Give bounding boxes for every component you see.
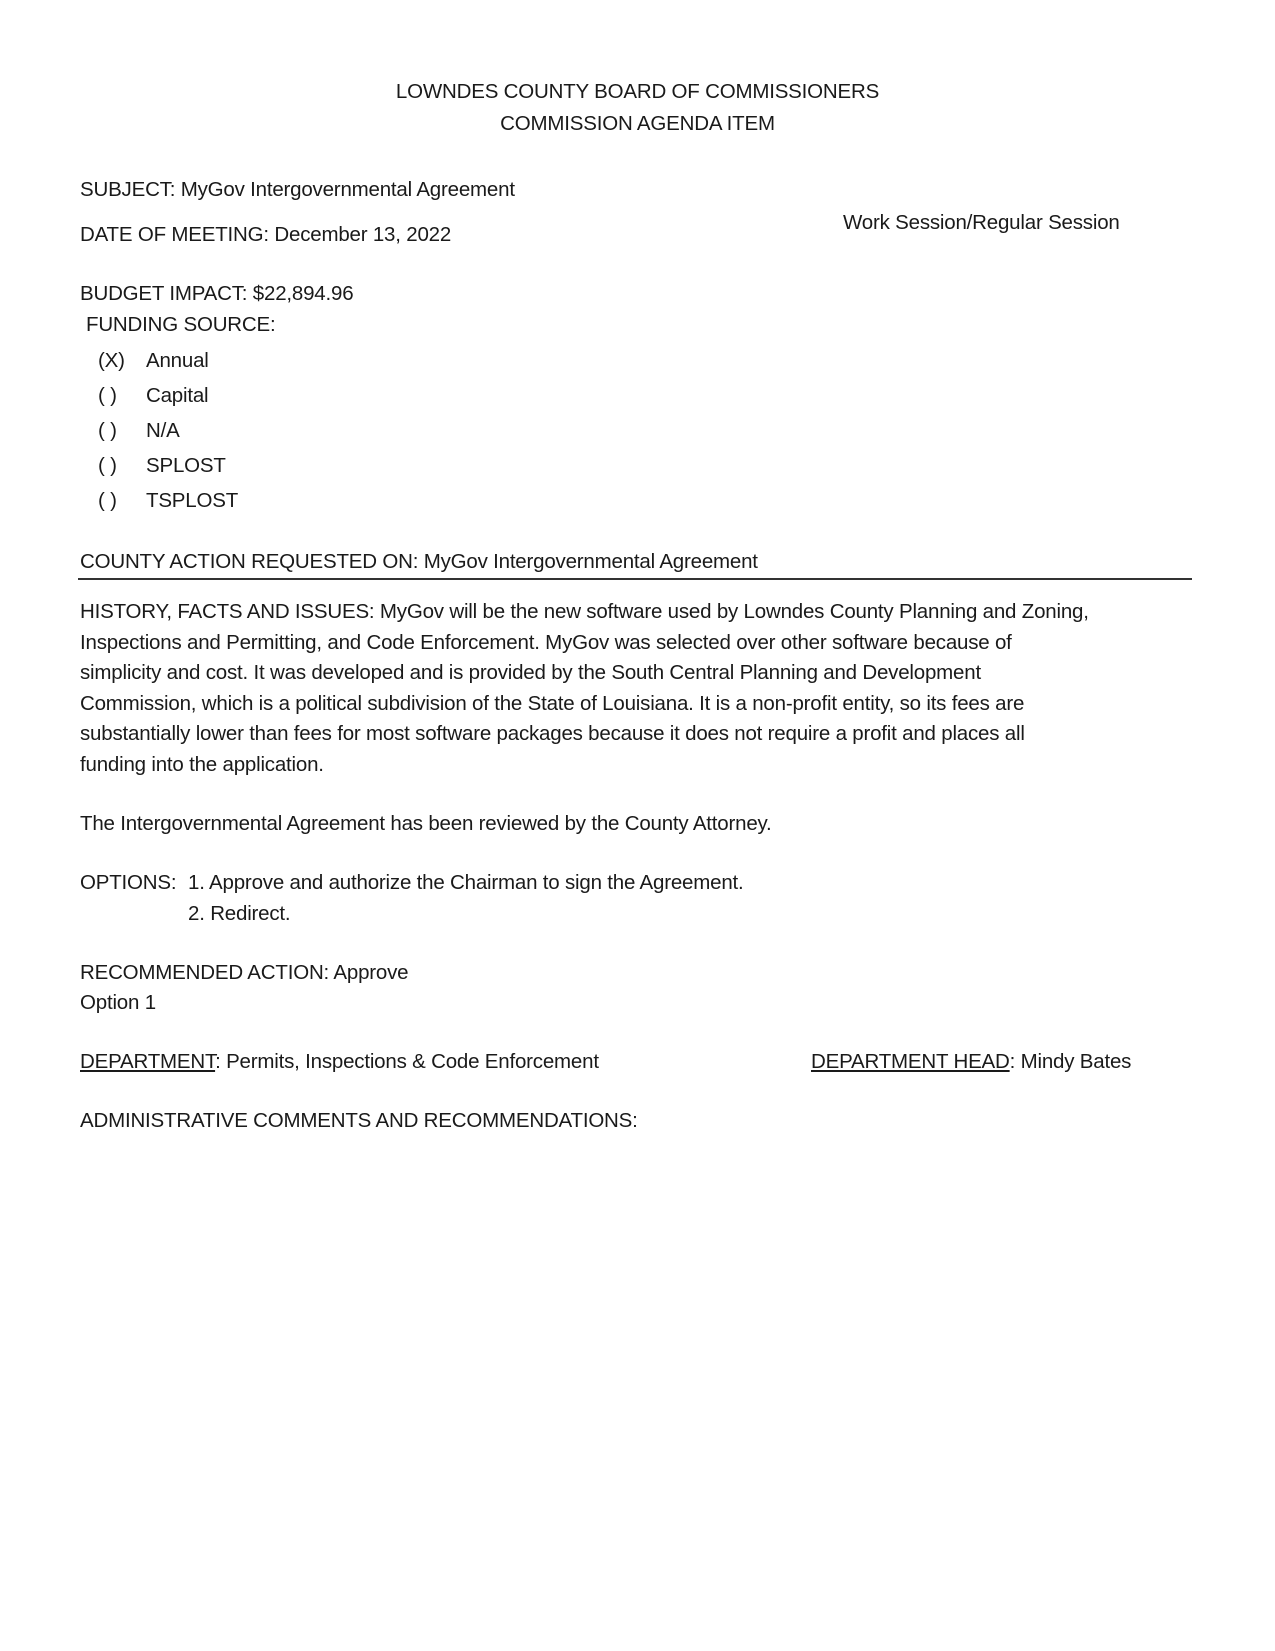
- funding-option-na: [98, 419, 180, 443]
- session-type: Work Session/Regular Session: [843, 211, 1120, 234]
- funding-option-splost: [98, 454, 226, 478]
- funding-option-capital: [98, 384, 208, 408]
- history-line: funding into the application.: [80, 752, 324, 776]
- header-line-2: COMMISSION AGENDA ITEM: [500, 112, 775, 135]
- history-line: Commission, which is a political subdivision of the State of Louisiana. It is a non-profit entity, so its fees are: [80, 691, 1025, 715]
- date-of-meeting: DATE OF MEETING: December 13, 2022: [80, 223, 452, 246]
- checkbox-mark: ( ): [98, 419, 117, 442]
- county-action-requested: COUNTY ACTION REQUESTED ON: MyGov Intergovernmental Agreement: [80, 550, 758, 573]
- department: [80, 1050, 599, 1074]
- checkbox-mark: ( ): [98, 384, 117, 407]
- recommended-action: RECOMMENDED ACTION: Approve: [80, 961, 409, 984]
- history-line: HISTORY, FACTS AND ISSUES: MyGov will be the new software used by Lowndes County Planning and Zoning,: [80, 600, 1089, 623]
- option-2: 2. Redirect.: [188, 902, 291, 925]
- funding-option-annual: [98, 349, 209, 373]
- budget-impact: BUDGET IMPACT: $22,894.96: [80, 282, 354, 305]
- header-line-1: LOWNDES COUNTY BOARD OF COMMISSIONERS: [395, 80, 880, 103]
- history-facts-issues: [80, 597, 1200, 780]
- option-label: Annual: [146, 349, 209, 372]
- department-value: : Permits, Inspections & Code Enforcement: [215, 1050, 599, 1073]
- option-label: N/A: [146, 419, 180, 442]
- option-1: 1. Approve and authorize the Chairman to sign the Agreement.: [188, 871, 744, 894]
- recommended-option: Option 1: [80, 991, 156, 1014]
- department-head: [811, 1050, 1131, 1074]
- option-label: TSPLOST: [146, 489, 239, 512]
- administrative-comments: ADMINISTRATIVE COMMENTS AND RECOMMENDATIONS:: [80, 1109, 638, 1132]
- checkbox-mark: ( ): [98, 489, 117, 512]
- department-label: DEPARTMENT: [80, 1050, 216, 1073]
- department-head-value: : Mindy Bates: [1009, 1050, 1132, 1073]
- options-label: OPTIONS:: [80, 871, 177, 894]
- subject: SUBJECT: MyGov Intergovernmental Agreement: [80, 178, 515, 201]
- option-label: SPLOST: [146, 454, 226, 477]
- funding-source-label: FUNDING SOURCE:: [86, 313, 276, 336]
- history-line: substantially lower than fees for most software packages because it does not require a profit and places all: [80, 722, 1025, 745]
- funding-option-tsplost: [98, 489, 238, 513]
- department-head-label: DEPARTMENT HEAD: [811, 1050, 1010, 1073]
- attorney-review: The Intergovernmental Agreement has been reviewed by the County Attorney.: [80, 812, 772, 835]
- history-line: simplicity and cost. It was developed and is provided by the South Central Planning and Development: [80, 661, 981, 684]
- history-line: Inspections and Permitting, and Code Enforcement. MyGov was selected over other software because of: [80, 630, 1012, 654]
- option-label: Capital: [146, 384, 209, 407]
- divider: [78, 578, 1192, 580]
- checkbox-mark: (X): [98, 349, 125, 372]
- checkbox-mark: ( ): [98, 454, 117, 477]
